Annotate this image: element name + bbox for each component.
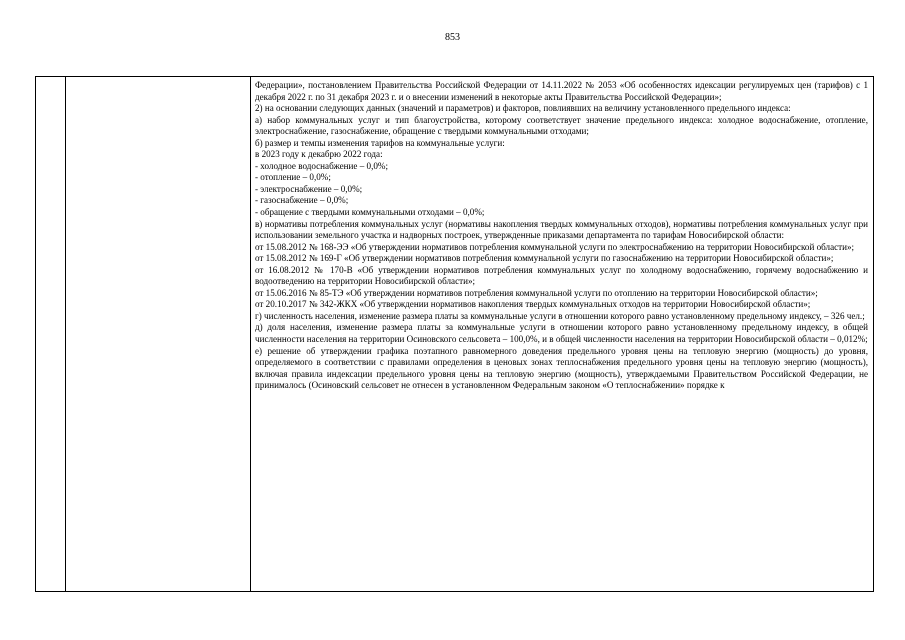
paragraph: д) доля населения, изменение размера платы за коммунальные услуги в отношении которого равно установленному предельному индексу, в общей численности населения на территории Осиновского сельсовета – 100,0%, и в общей численности населения на территории Новосибирской области – 0,012%; xyxy=(255,322,868,345)
paragraph: от 16.08.2012 № 170-В «Об утверждении нормативов потребления коммунальных услуг по холодному водоснабжению, горячему водоснабжению и водоотведению на территории Новосибирской области»; xyxy=(255,264,868,287)
table-column-name xyxy=(65,77,251,591)
paragraph: 2) на основании следующих данных (значений и параметров) и факторов, повлиявших на величину установленного предельного индекса: xyxy=(255,103,791,114)
list-item: - обращение с твердыми коммунальными отходами – 0,0%; xyxy=(255,207,485,218)
document-table xyxy=(35,76,874,592)
paragraph: Федерации», постановлением Правительства Российской Федерации от 14.11.2022 № 2053 «Об особенностях идексации регулируемых цен (тарифов) с 1 декабря 2022 г. по 31 декабря 2023 г. и о внесении изменений в некоторые акты Правительства Российской Федерации»; xyxy=(255,80,868,102)
paragraph: в) нормативы потребления коммунальных услуг (нормативы накопления твердых коммунальных отходов), нормативы потребления коммунальных услуг при использовании земельного участка и надворных построек, утвержденные приказами департамента по тарифам Новосибирской области: xyxy=(255,218,868,241)
page-number: 853 xyxy=(445,32,460,43)
table-cell-content xyxy=(255,80,868,392)
list-item: - газоснабжение – 0,0%; xyxy=(255,195,349,206)
paragraph: е) решение об утверждении графика поэтапного равномерного доведения предельного уровня цены на тепловую энергию (мощность) до уровня, определяемого в соответствии с правилами определения в ценовых зонах теплоснабжения предельного уровня цены на тепловую энергию (мощность), включая правила индексации предельного уровня цены на тепловую энергию (мощность), утверждаемыми Правительством Российской Федерации, не принималось (Осиновский сельсовет не отнесен в установленном Федеральным законом «О теплоснабжении» порядке к xyxy=(255,345,868,391)
list-item: - отопление – 0,0%; xyxy=(255,172,331,183)
paragraph: а) набор коммунальных услуг и тип благоустройства, которому соответствует значение предельного индекса: холодное водоснабжение, отопление, электроснабжение, газоснабжение, обращение с твердыми коммунальными отходами; xyxy=(255,114,868,137)
paragraph: б) размер и темпы изменения тарифов на коммунальные услуги: xyxy=(255,137,505,148)
table-column-number xyxy=(36,77,66,591)
paragraph: в 2023 году к декабрю 2022 года: xyxy=(255,149,383,160)
paragraph: г) численность населения, изменение размера платы за коммунальные услуги в отношении которого равно установленному предельному индексу, – 326 чел.; xyxy=(255,310,865,321)
paragraph: от 15.06.2016 № 85-ТЭ «Об утверждении нормативов потребления коммунальной услуги по отоплению на территории Новосибирской области»; xyxy=(255,287,818,298)
paragraph: от 15.08.2012 № 168-ЭЭ «Об утверждении нормативов потребления коммунальной услуги по электроснабжению на территории Новосибирской области»; xyxy=(255,241,855,252)
paragraph: от 20.10.2017 № 342-ЖКХ «Об утверждении нормативов накопления твердых коммунальных отходов на территории Новосибирской области»; xyxy=(255,299,811,310)
paragraph: от 15.08.2012 № 169-Г «Об утверждении нормативов потребления коммунальной услуги по газоснабжению на территории Новосибирской области»; xyxy=(255,253,834,264)
list-item: - электроснабжение – 0,0%; xyxy=(255,183,363,194)
list-item: - холодное водоснабжение – 0,0%; xyxy=(255,160,388,171)
